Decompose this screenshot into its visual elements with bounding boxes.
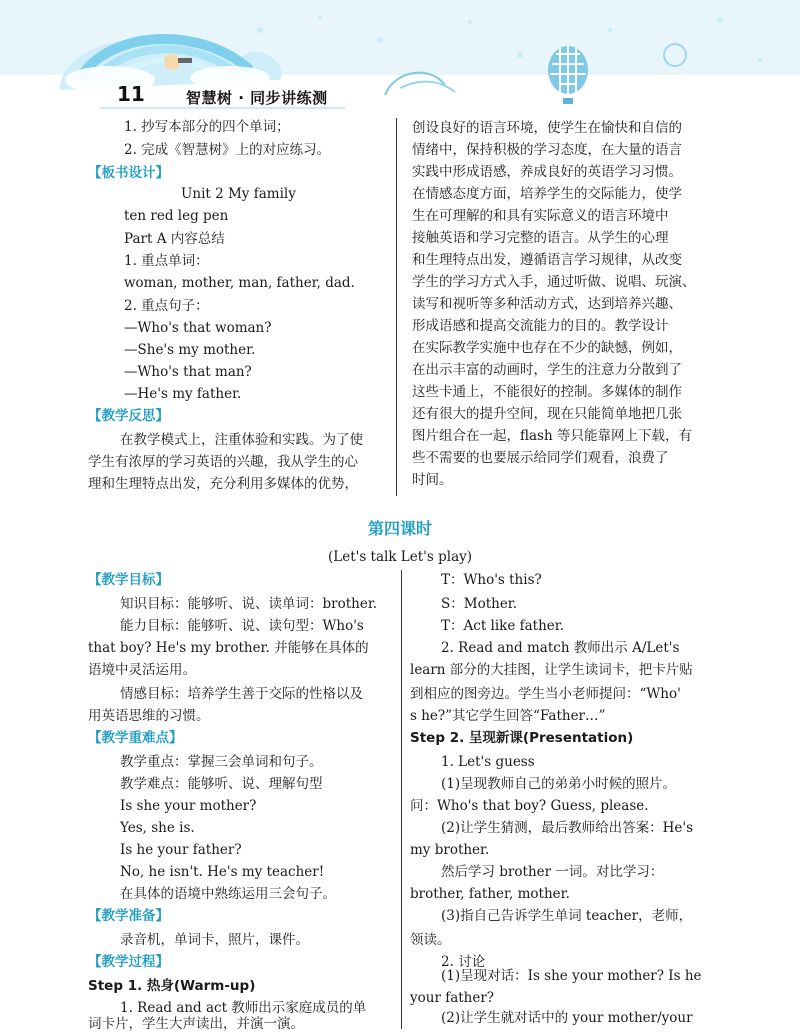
guess-step-1: (1)呈现教师自己的弟弟小时候的照片。	[441, 776, 677, 792]
discussion-step-1: (1)呈现对话：Is she your mother? Is he	[441, 968, 702, 984]
reflection-line-3: 理和生理特点出发，充分利用多媒体的优势，	[88, 476, 358, 492]
read-and-match-cont-3: s he?”其它学生回答“Father…”	[410, 708, 606, 724]
teaching-reflection-heading: 【教学反思】	[88, 408, 169, 424]
guess-step-1-cont: 问：Who's that boy? Guess, please.	[410, 798, 649, 814]
knowledge-goal: 知识目标：能够听、说、读单词：brother.	[120, 596, 378, 612]
teaching-focus: 教学重点：掌握三会单词和句子。	[120, 754, 323, 770]
reflection-cont-8: 学生的学习方式入手，通过听做、说唱、玩演、	[412, 274, 696, 290]
key-difficult-points-heading: 【教学重难点】	[88, 730, 183, 746]
step-1-heading: Step 1. 热身(Warm-up)	[88, 978, 256, 994]
reflection-cont-1: 创设良好的语言环境，使学生在愉快和自信的	[412, 120, 682, 136]
pattern-2: Yes, she is.	[120, 820, 195, 836]
lesson-subtitle: (Let's talk Let's play)	[327, 549, 473, 565]
guess-step-3-cont: 领读。	[410, 932, 451, 948]
pattern-3: Is he your father?	[120, 842, 242, 858]
teaching-goals-heading: 【教学目标】	[88, 572, 169, 588]
lesson-title: 第四课时	[367, 519, 432, 538]
key-sentence-2: —She's my mother.	[124, 342, 256, 358]
reflection-cont-10: 形成语感和提高交流能力的目的。教学设计	[412, 318, 669, 334]
page-number: 11	[117, 82, 145, 106]
reflection-cont-12: 在出示丰富的动画时，学生的注意力分散到了	[412, 362, 682, 378]
lets-guess: 1. Let's guess	[441, 754, 535, 770]
learn-brother: 然后学习 brother 一词。对比学习：	[441, 864, 664, 880]
reflection-cont-9: 读写和视听等多种活动方式，达到培养兴趣、	[412, 296, 682, 312]
emotion-goal: 情感目标：培养学生善于交际的性格以及	[120, 686, 363, 702]
reflection-line-2: 学生有浓厚的学习英语的兴趣，我从学生的心	[88, 454, 358, 470]
dialogue-t-2: T：Act like father.	[441, 618, 565, 634]
key-sentence-1: —Who's that woman?	[124, 320, 272, 336]
teaching-process-heading: 【教学过程】	[88, 954, 169, 970]
reflection-cont-11: 在实际教学实施中也存在不少的缺憾，例如，	[412, 340, 682, 356]
reflection-cont-13: 这些卡通上，不能很好的控制。多媒体的制作	[412, 384, 682, 400]
reflection-line-1: 在教学模式上，注重体验和实践。为了使	[120, 432, 363, 448]
read-and-match: 2. Read and match 教师出示 A/Let's	[441, 640, 680, 656]
blackboard-part-summary: Part A 内容总结	[124, 231, 225, 247]
blackboard-unit-title: Unit 2 My family	[181, 186, 296, 202]
reflection-cont-5: 生在可理解的和具有实际意义的语言环境中	[412, 208, 669, 224]
discussion-step-2: (2)让学生就对话中的 your mother/your	[441, 1010, 693, 1026]
step-1-item-1-cont: 词卡片，学生大声读出，并演一演。	[88, 1016, 304, 1032]
pattern-4: No, he isn't. He's my teacher!	[120, 864, 325, 880]
homework-item-1: 1. 抄写本部分的四个单词；	[124, 119, 290, 135]
reflection-cont-15: 图片组合在一起，flash 等只能靠网上下载，有	[412, 428, 692, 444]
key-sentences-heading: 2. 重点句子：	[124, 298, 209, 314]
ability-goal: 能力目标：能够听、说、读句型：Who's	[120, 618, 364, 634]
reflection-cont-6: 接触英语和学习完整的语言。从学生的心理	[412, 230, 669, 246]
ability-goal-end: 语境中灵活运用。	[88, 662, 196, 678]
reflection-cont-17: 时间。	[412, 472, 453, 488]
book-title: 智慧树 · 同步讲练测	[186, 89, 328, 107]
pattern-usage: 在具体的语境中熟练运用三会句子。	[120, 886, 336, 902]
reflection-cont-2: 情绪中，保持积极的学习态度，在大量的语言	[412, 142, 682, 158]
guess-step-2: (2)让学生猜测，最后教师给出答案：He's	[441, 820, 694, 836]
key-words-list: woman, mother, man, father, dad.	[124, 275, 355, 291]
guess-step-3: (3)指自己告诉学生单词 teacher，老师，	[441, 908, 693, 924]
key-sentence-3: —Who's that man?	[124, 364, 252, 380]
dialogue-t-1: T：Who's this?	[441, 572, 542, 588]
read-and-match-cont-2: 到相应的图旁边。学生当小老师提问：“Who'	[410, 686, 681, 702]
teaching-prep-heading: 【教学准备】	[88, 908, 169, 924]
key-words-heading: 1. 重点单词：	[124, 253, 209, 269]
reflection-cont-14: 还有很大的提升空间，现在只能简单地把几张	[412, 406, 682, 422]
pattern-1: Is she your mother?	[120, 798, 257, 814]
read-and-match-cont-1: learn 部分的大挂图，让学生读词卡，把卡片贴	[410, 662, 693, 678]
homework-item-2: 2. 完成《智慧树》上的对应练习。	[124, 142, 331, 158]
key-sentence-4: —He's my father.	[124, 386, 242, 402]
blackboard-words: ten red leg pen	[124, 208, 229, 224]
blackboard-design-heading: 【板书设计】	[88, 165, 169, 181]
compare-words: brother, father, mother.	[410, 886, 570, 902]
discussion-heading: 2. 讨论	[441, 954, 486, 970]
teaching-difficulty: 教学难点：能够听、说、理解句型	[120, 776, 323, 792]
reflection-cont-3: 实践中形成语感，养成良好的英语学习习惯。	[412, 164, 682, 180]
discussion-step-1-cont: your father?	[410, 990, 495, 1006]
guess-step-2-cont: my brother.	[410, 842, 490, 858]
emotion-goal-cont: 用英语思维的习惯。	[88, 708, 210, 724]
reflection-cont-4: 在情感态度方面，培养学生的交际能力，使学	[412, 186, 682, 202]
step-1-item-1: 1. Read and act 教师出示家庭成员的单	[120, 1000, 367, 1016]
dialogue-s-1: S：Mother.	[441, 596, 518, 612]
step-2-heading: Step 2. 呈现新课(Presentation)	[410, 730, 634, 746]
reflection-cont-7: 和生理特点出发，遵循语言学习规律，从改变	[412, 252, 682, 268]
reflection-cont-16: 些不需要的也要展示给同学们观看，浪费了	[412, 450, 669, 466]
teaching-prep-items: 录音机，单词卡，照片，课件。	[120, 932, 309, 948]
ability-goal-cont: that boy? He's my brother. 并能够在具体的	[88, 640, 369, 656]
